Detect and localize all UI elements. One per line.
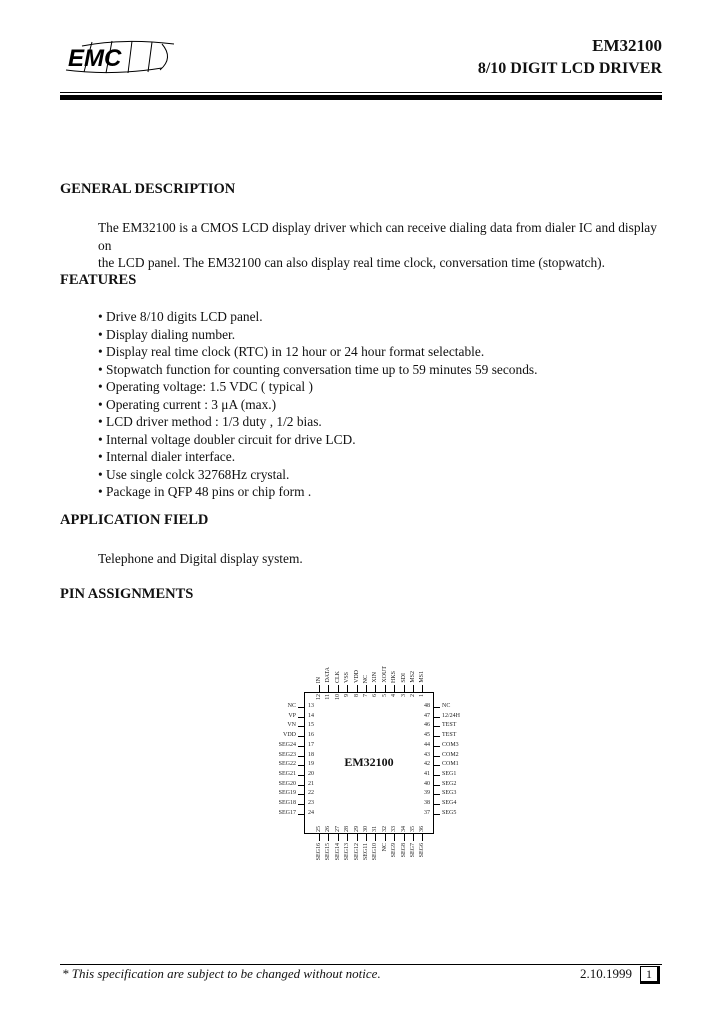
pin-label: SEG9 [391, 843, 398, 858]
pin-lead [434, 785, 440, 786]
pin-number: 19 [308, 761, 314, 768]
pin-label: XIN [372, 672, 379, 683]
pin-number: 20 [308, 770, 314, 777]
pin-label: SEG21 [278, 770, 296, 777]
pin-lead [298, 785, 304, 786]
pin-label: VP [288, 712, 296, 719]
pin-lead [298, 746, 304, 747]
desc-line: The EM32100 is a CMOS LCD display driver which can receive dialing data from dialer IC and display on [98, 220, 657, 253]
pin-lead [338, 834, 339, 841]
pin-label: SEG18 [278, 800, 296, 806]
pin-lead [298, 726, 304, 727]
general-heading: GENERAL DESCRIPTION [60, 181, 236, 197]
pin-number: 1 [419, 694, 426, 697]
pin-number: 13 [308, 703, 314, 709]
pin-lead [298, 804, 304, 805]
pin-label: NC [381, 843, 388, 852]
pin-lead [298, 736, 304, 737]
pin-lead [328, 834, 329, 841]
pin-lead [338, 685, 339, 692]
pin-label: MS2 [410, 671, 416, 683]
application-text: Telephone and Digital display system. [98, 551, 303, 566]
pin-label: XOUT [381, 666, 388, 683]
pin-lead [434, 726, 440, 727]
svg-text:EMC: EMC [68, 45, 122, 72]
pin-label: IN [316, 676, 322, 683]
pin-number: 27 [334, 826, 341, 832]
pin-number: 21 [308, 780, 314, 787]
pin-lead [347, 834, 348, 841]
pin-number: 45 [424, 732, 430, 739]
pin-number: 16 [308, 732, 314, 739]
pin-lead [422, 685, 423, 692]
pin-label: VSS [344, 671, 351, 683]
pin-lead [375, 834, 376, 841]
pin-number: 18 [308, 751, 314, 758]
pin-label: SEG4 [442, 800, 457, 806]
pin-label: SEG17 [278, 809, 296, 816]
pin-lead [434, 794, 440, 795]
features-heading: FEATURES [60, 272, 137, 288]
pin-lead [319, 834, 320, 841]
feature-item: • Display dialing number. [98, 326, 537, 344]
pin-label: SEG3 [442, 790, 457, 797]
pin-lead [328, 685, 329, 692]
feature-item: • Stopwatch function for counting conversation time up to 59 minutes 59 seconds. [98, 361, 537, 379]
pin-lead [434, 717, 440, 718]
pin-label: 12/24H [442, 712, 460, 719]
pin-lead [434, 804, 440, 805]
pin-lead [385, 685, 386, 692]
pin-number: 10 [334, 694, 341, 700]
pin-number: 43 [424, 751, 430, 758]
pin-lead [319, 685, 320, 692]
pin-number: 40 [424, 780, 430, 787]
pins-heading: PIN ASSIGNMENTS [60, 586, 194, 602]
pin-number: 31 [372, 826, 379, 832]
pin-label: SEG10 [372, 843, 379, 861]
pin-lead [357, 834, 358, 841]
pin-label: TEST [442, 732, 457, 739]
pin-label: SEG5 [442, 809, 457, 816]
pin-label: SEG6 [419, 843, 426, 858]
pin-number: 39 [424, 790, 430, 797]
feature-item: • Package in QFP 48 pins or chip form . [98, 483, 537, 501]
pin-lead [434, 707, 440, 708]
emc-logo [62, 40, 178, 74]
pin-label: TEST [442, 722, 457, 729]
pin-label: SEG16 [316, 843, 322, 861]
pin-number: 38 [424, 800, 430, 806]
features-list [98, 308, 537, 501]
pin-lead [298, 765, 304, 766]
page-number: 1 [640, 966, 660, 984]
pin-number: 44 [424, 741, 430, 748]
pin-label: SEG23 [278, 751, 296, 758]
doc-subtitle: 8/10 DIGIT LCD DRIVER [477, 60, 662, 77]
pin-label: COM1 [442, 761, 459, 768]
pin-label: VDD [353, 670, 360, 683]
pin-label: SEG14 [334, 843, 341, 861]
application-heading: APPLICATION FIELD [60, 512, 209, 528]
pin-label: SEG24 [278, 741, 296, 748]
header-rule [60, 92, 662, 93]
pin-label: SEG2 [442, 780, 457, 787]
pin-number: 2 [410, 694, 416, 697]
pin-number: 5 [381, 694, 388, 697]
pin-number: 48 [424, 703, 430, 709]
pin-number: 26 [325, 826, 332, 832]
pin-lead [434, 775, 440, 776]
pin-lead [434, 765, 440, 766]
pin-label: SEG15 [325, 843, 332, 861]
pin-label: NC [363, 674, 369, 683]
pin-lead [413, 834, 414, 841]
pin-number: 4 [391, 694, 398, 697]
pin-number: 11 [325, 694, 332, 700]
pin-label: SEG8 [400, 843, 407, 858]
pin-lead [366, 685, 367, 692]
pin-label: SEG11 [363, 843, 369, 861]
pin-number: 42 [424, 761, 430, 768]
pin-label: NC [442, 703, 451, 709]
pin-number: 23 [308, 800, 314, 806]
pin-number: 41 [424, 770, 430, 777]
pin-number: 46 [424, 722, 430, 729]
pin-number: 32 [381, 826, 388, 832]
footer-note: * This specification are subject to be changed without notice. [62, 966, 381, 981]
feature-item: • Use single colck 32768Hz crystal. [98, 466, 537, 484]
pin-lead [385, 834, 386, 841]
pin-number: 28 [344, 826, 351, 832]
pin-label: SEG22 [278, 761, 296, 768]
pin-number: 14 [308, 712, 314, 719]
feature-item: • LCD driver method : 1/3 duty , 1/2 bias. [98, 413, 537, 431]
pin-number: 33 [391, 826, 398, 832]
pin-label: SEG7 [410, 843, 416, 858]
pin-number: 34 [400, 826, 407, 832]
pin-lead [298, 794, 304, 795]
pin-lead [298, 775, 304, 776]
pin-label: VN [287, 722, 296, 729]
pin-lead [422, 834, 423, 841]
pin-lead [404, 834, 405, 841]
pin-lead [434, 756, 440, 757]
pin-number: 25 [316, 826, 322, 832]
pin-number: 30 [363, 826, 369, 832]
feature-item: • Display real time clock (RTC) in 12 hour or 24 hour format selectable. [98, 343, 537, 361]
pin-lead [357, 685, 358, 692]
pin-label: SEG20 [278, 780, 296, 787]
pin-number: 37 [424, 809, 430, 816]
pin-number: 8 [353, 694, 360, 697]
pin-label: COM3 [442, 741, 459, 748]
pin-lead [394, 834, 395, 841]
pin-lead [375, 685, 376, 692]
pin-label: SEG12 [353, 843, 360, 861]
pin-label: SDI [400, 673, 407, 683]
pin-lead [394, 685, 395, 692]
pin-label: VDD [283, 732, 296, 739]
pin-number: 17 [308, 741, 314, 748]
footer-date: 2.10.1999 [580, 966, 632, 981]
pin-label: SEG13 [344, 843, 351, 861]
pin-number: 7 [363, 694, 369, 697]
desc-line: the LCD panel. The EM32100 can also display real time clock, conversation time (stopwatch). [98, 255, 605, 270]
pin-lead [404, 685, 405, 692]
pin-label: CLK [334, 671, 341, 683]
pin-lead [434, 736, 440, 737]
pin-lead [298, 707, 304, 708]
part-number: EM32100 [592, 36, 662, 55]
pin-label: SEG1 [442, 770, 457, 777]
pin-number: 22 [308, 790, 314, 797]
pin-label: HKS [391, 670, 398, 683]
pin-number: 35 [410, 826, 416, 832]
chip-label: EM32100 [344, 755, 394, 769]
pin-label: SEG19 [278, 790, 296, 797]
pin-label: DATA [325, 667, 332, 683]
pin-number: 6 [372, 694, 379, 697]
pin-lead [434, 746, 440, 747]
header-rule-thick [60, 95, 662, 100]
pin-lead [366, 834, 367, 841]
feature-item: • Internal voltage doubler circuit for drive LCD. [98, 431, 537, 449]
footer-rule [60, 964, 662, 965]
pin-number: 3 [400, 694, 407, 697]
pin-lead [434, 814, 440, 815]
pin-number: 9 [344, 694, 351, 697]
pin-number: 24 [308, 809, 314, 816]
pin-number: 12 [316, 694, 322, 700]
pin-lead [298, 717, 304, 718]
general-description [98, 219, 668, 272]
pin-lead [298, 756, 304, 757]
pin-number: 36 [419, 826, 426, 832]
pin-label: NC [287, 703, 296, 709]
pin-number: 47 [424, 712, 430, 719]
pin-lead [298, 814, 304, 815]
pin-label: MS1 [419, 671, 426, 683]
pin-number: 15 [308, 722, 314, 729]
feature-item: • Operating voltage: 1.5 VDC ( typical ) [98, 378, 537, 396]
pin-label: COM2 [442, 751, 459, 758]
pin-lead [413, 685, 414, 692]
feature-item: • Operating current : 3 μA (max.) [98, 396, 537, 414]
feature-item: • Drive 8/10 digits LCD panel. [98, 308, 537, 326]
feature-item: • Internal dialer interface. [98, 448, 537, 466]
pin-lead [347, 685, 348, 692]
pin-number: 29 [353, 826, 360, 832]
